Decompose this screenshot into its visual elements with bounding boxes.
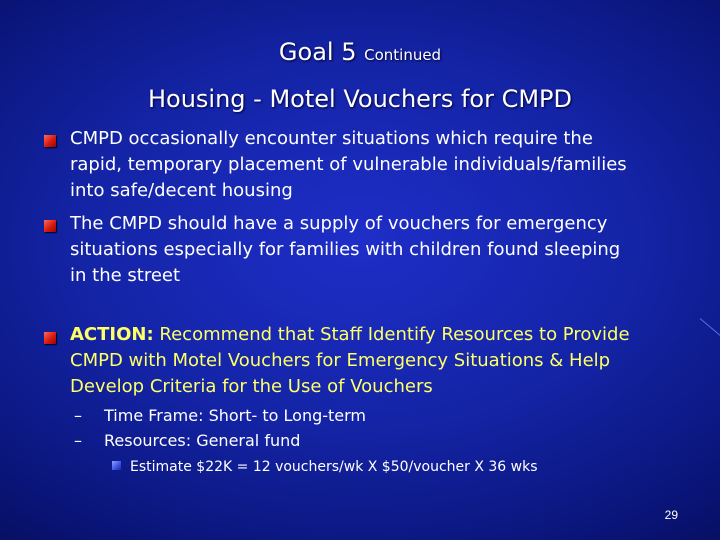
- slide-title: [0, 30, 720, 121]
- title-goal: Goal 5: [278, 38, 357, 66]
- bullet-text: CMPD occasionally encounter situations which require the rapid, temporary placement of vulnerable individuals/families into safe/decent housing: [70, 128, 627, 201]
- sub-item-resources: [74, 429, 300, 453]
- title-continued: Continued: [364, 46, 442, 64]
- page-number: 29: [664, 508, 678, 522]
- bullet-text: The CMPD should have a supply of vouchers for emergency situations especially for families with children found sleeping in the street: [70, 213, 621, 286]
- sub-sub-item-estimate: [112, 456, 538, 478]
- action-text: [70, 322, 690, 400]
- red-square-bullet-icon: [44, 135, 56, 147]
- sub-item-time-frame: [74, 404, 366, 428]
- decorative-line: [700, 318, 720, 344]
- title-line-1: [0, 30, 720, 77]
- action-body: Recommend that Staff Identify Resources to Provide CMPD with Motel Vouchers for Emergency Situations & Help Develop Criteria for the Use of Vouchers: [70, 324, 630, 397]
- estimate-text: Estimate $22K = 12 vouchers/wk X $50/voucher X 36 wks: [130, 459, 538, 475]
- dash-bullet-icon: –: [74, 406, 82, 425]
- title-line-2: Housing - Motel Vouchers for CMPD: [147, 85, 572, 113]
- blue-square-bullet-icon: [112, 461, 121, 470]
- sub-item-text: Resources: General fund: [104, 431, 301, 450]
- action-label: ACTION:: [70, 324, 154, 345]
- red-square-bullet-icon: [44, 332, 56, 344]
- sub-item-text: Time Frame: Short- to Long-term: [104, 406, 367, 425]
- red-square-bullet-icon: [44, 220, 56, 232]
- dash-bullet-icon: –: [74, 431, 82, 450]
